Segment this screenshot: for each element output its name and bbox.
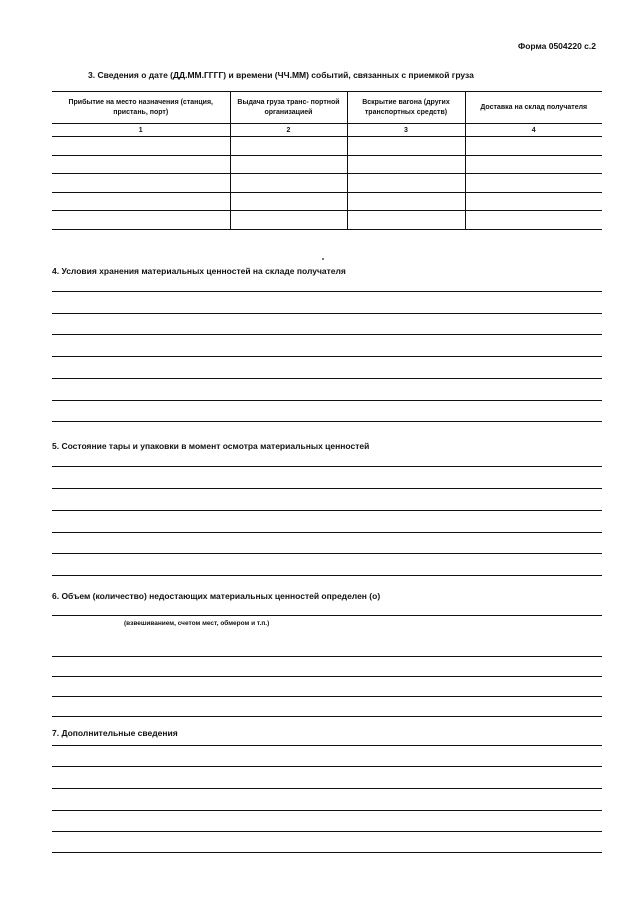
table-cell[interactable] [347,155,465,174]
table-cell[interactable] [465,155,602,174]
write-line[interactable] [52,831,602,832]
table-cell[interactable] [52,137,230,156]
table-header-row [52,92,602,124]
table-row [52,192,602,211]
write-line[interactable] [52,852,602,853]
col-num: 4 [465,124,602,137]
write-line[interactable] [52,656,602,657]
write-line[interactable] [52,553,602,554]
write-line[interactable] [52,532,602,533]
table-number-row [52,124,602,137]
write-line[interactable] [52,745,602,746]
col-header-issue: Выдача груза транс- портной организацией [230,92,347,124]
col-header-arrival: Прибытие на место назначения (станция, пристань, порт) [52,92,230,124]
write-line[interactable] [52,378,602,379]
form-code: Форма 0504220 с.2 [517,41,596,51]
col-header-delivery: Доставка на склад получателя [465,92,602,124]
write-line[interactable] [52,400,602,401]
write-line[interactable] [52,421,602,422]
write-line[interactable] [52,488,602,489]
write-line[interactable] [52,615,602,616]
section-7-title: 7. Дополнительные сведения [52,728,178,738]
table-cell[interactable] [230,137,347,156]
table-cell[interactable] [52,155,230,174]
col-num: 2 [230,124,347,137]
write-line[interactable] [52,696,602,697]
table-row [52,211,602,230]
table-cell[interactable] [52,211,230,230]
table-cell[interactable] [230,174,347,193]
table-cell[interactable] [465,211,602,230]
write-line[interactable] [52,766,602,767]
write-line[interactable] [52,313,602,314]
table-row [52,137,602,156]
section-5-title: 5. Состояние тары и упаковки в момент осмотра материальных ценностей [52,441,370,451]
col-header-opening: Вскрытие вагона (других транспортных средств) [347,92,465,124]
write-line[interactable] [52,466,602,467]
table-cell[interactable] [230,211,347,230]
write-line[interactable] [52,676,602,677]
write-line[interactable] [52,575,602,576]
col-num: 1 [52,124,230,137]
write-line[interactable] [52,291,602,292]
scan-speck [322,258,324,260]
table-cell[interactable] [230,192,347,211]
table-cell[interactable] [347,137,465,156]
table-cell[interactable] [465,192,602,211]
table-cell[interactable] [465,174,602,193]
table-row [52,174,602,193]
write-line[interactable] [52,788,602,789]
table-cell[interactable] [52,192,230,211]
write-line[interactable] [52,334,602,335]
section-4-title: 4. Условия хранения материальных ценностей на складе получателя [52,266,346,276]
events-table [52,91,602,230]
write-line[interactable] [52,810,602,811]
section-3-title: 3. Сведения о дате (ДД.ММ.ГГГГ) и времени (ЧЧ.ММ) событий, связанных с приемкой груза [88,70,474,80]
table-cell[interactable] [347,192,465,211]
table-cell[interactable] [347,174,465,193]
write-line[interactable] [52,510,602,511]
table-cell[interactable] [347,211,465,230]
write-line[interactable] [52,716,602,717]
table-cell[interactable] [465,137,602,156]
section-6-hint: (взвешиванием, счетом мест, обмером и т.п.) [124,620,270,627]
table-cell[interactable] [52,174,230,193]
col-num: 3 [347,124,465,137]
write-line[interactable] [52,356,602,357]
table-row [52,155,602,174]
section-6-title: 6. Объем (количество) недостающих материальных ценностей определен (о) [52,591,381,601]
table-cell[interactable] [230,155,347,174]
